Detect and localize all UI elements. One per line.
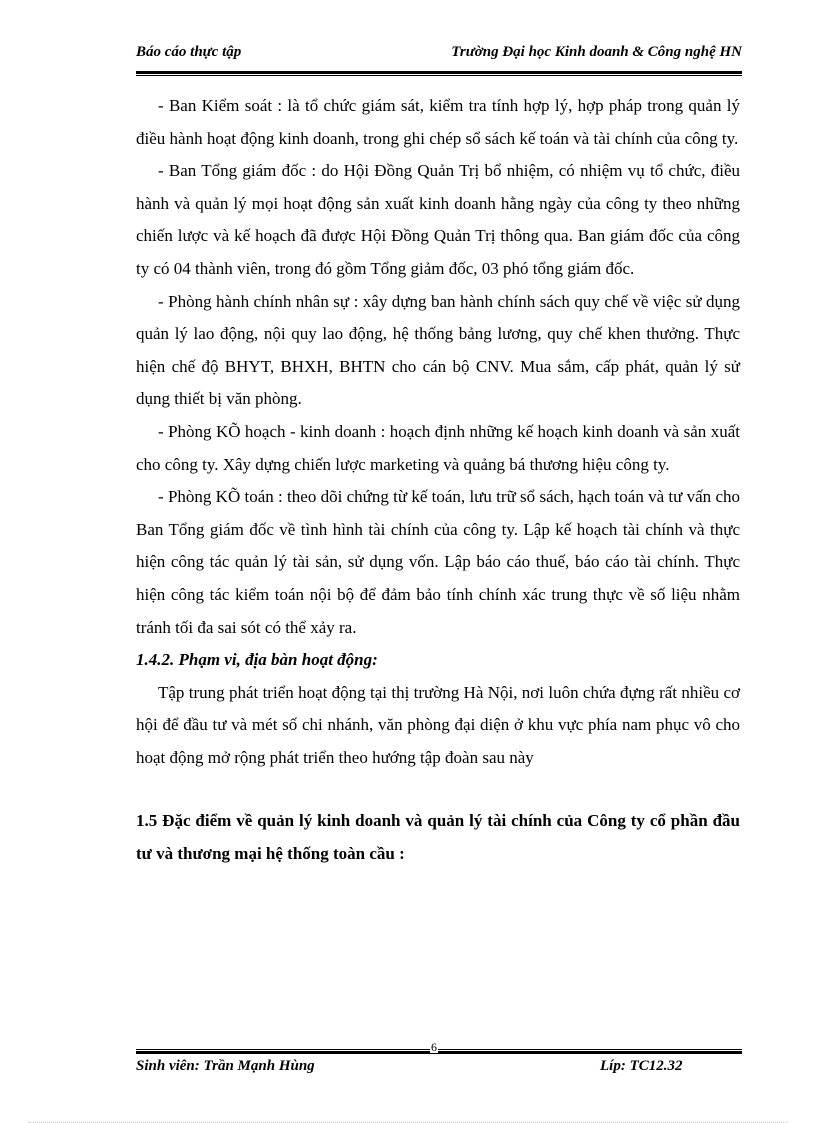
paragraph-ban-tong-giam-doc: - Ban Tổng giám đốc : do Hội Đồng Quản Trị bổ nhiệm, có nhiệm vụ tổ chức, điều hành và quản lý mọi hoạt động sản xuất kinh doanh hằng ngày của công ty theo những chiến lược và kế hoạch đã được Hội Đồng Quản Trị thông qua. Ban giám đốc của công ty có 04 thành viên, trong đó gồm Tổng giảm đốc, 03 phó tổng giám đốc.	[136, 161, 740, 278]
header-report-title: Báo cáo thực tập	[136, 44, 242, 60]
header-rule-thin	[136, 75, 742, 76]
header-rule	[136, 71, 742, 74]
footer-class: Líp: TC12.32	[600, 1058, 683, 1074]
page-body	[136, 90, 740, 870]
section-heading: 1.5 Đặc điểm về quản lý kinh doanh và quản lý tài chính của Công ty cổ phần đầu tư và thương mại hệ thống toàn cầu :	[136, 811, 740, 864]
header-university-name: Trường Đại học Kinh doanh & Công nghệ HN	[451, 44, 742, 60]
subheading-scope: 1.4.2. Phạm vi, địa bàn hoạt động:	[136, 650, 378, 670]
paragraph-phong-ke-toan: - Phòng KÕ toán : theo dõi chứng từ kế toán, lưu trữ sổ sách, hạch toán và tư vấn cho Ban Tổng giám đốc về tình hình tài chính của công ty. Lập kế hoạch tài chính và thực hiện công tác quản lý tài sản, sử dụng vốn. Lập báo cáo thuế, báo cáo tài chính. Thực hiện công tác kiểm toán nội bộ để đảm bảo tính chính xác trung thực về số liệu nhằm tránh tối đa sai sót có thể xảy ra.	[136, 487, 740, 637]
paragraph-phong-ke-hoach: - Phòng KÕ hoạch - kinh doanh : hoạch định những kế hoạch kinh doanh và sản xuất cho công ty. Xây dựng chiến lược marketing và quảng bá thương hiệu công ty.	[136, 421, 740, 474]
footer-student-name: Sinh viên: Trần Mạnh Hùng	[136, 1058, 315, 1074]
footer-rule	[136, 1051, 742, 1054]
page-footer	[136, 1058, 742, 1080]
page-number: 6	[431, 1040, 437, 1054]
footer-rule-thin	[136, 1049, 742, 1050]
paragraph-phong-hanh-chinh: - Phòng hành chính nhân sự : xây dựng ban hành chính sách quy chế về việc sử dụng quản lý lao động, nội quy lao động, hệ thống bảng lương, quy chế khen thưởng. Thực hiện chế độ BHYT, BHXH, BHTN cho cán bộ CNV. Mua sắm, cấp phát, quản lý sử dụng thiết bị văn phòng.	[136, 291, 740, 409]
paragraph-ban-kiem-soat: - Ban Kiểm soát : là tổ chức giám sát, kiểm tra tính hợp lý, hợp pháp trong quản lý điều hành hoạt động kinh doanh, trong ghi chép sổ sách kế toán và tài chính của công ty.	[136, 96, 740, 148]
page-header	[136, 44, 742, 68]
paragraph-scope: Tập trung phát triển hoạt động tại thị trường Hà Nội, nơi luôn chứa đựng rất nhiều cơ hội để đầu tư và mét số chi nhánh, văn phòng đại diện ở khu vực phía nam phục vô cho hoạt động mở rộng phát triển theo hướng tập đoàn sau này	[136, 682, 740, 767]
